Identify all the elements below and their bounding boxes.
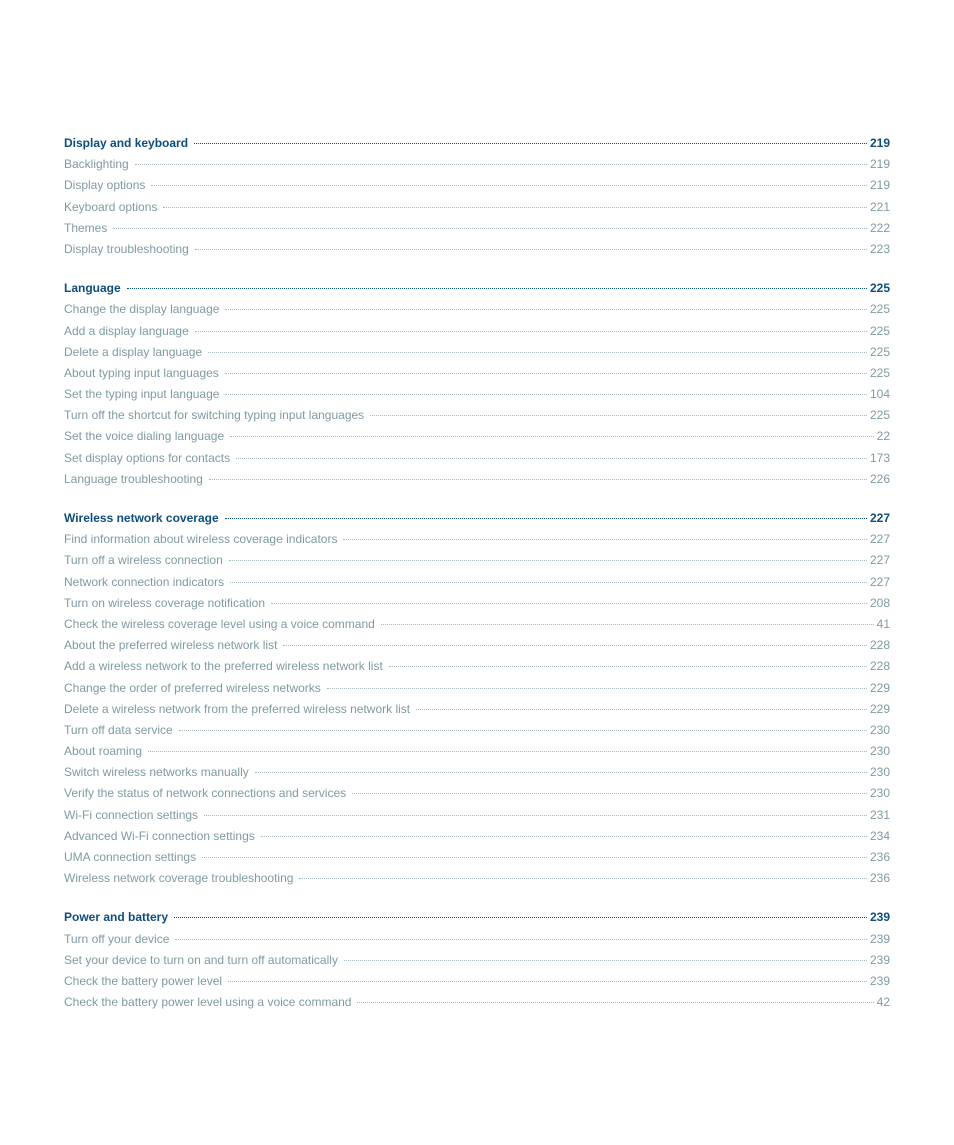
toc-entry-page-number: 223: [869, 241, 890, 256]
toc-entry-page-number: 228: [869, 638, 890, 653]
toc-heading-page-number: 225: [869, 281, 890, 296]
dot-leader: [225, 518, 867, 519]
toc-entry[interactable]: [64, 783, 890, 804]
dot-leader: [255, 772, 867, 773]
dot-leader: [151, 185, 867, 186]
toc-entry[interactable]: [64, 448, 890, 469]
dot-leader: [194, 143, 867, 144]
toc-entry-page-number: 219: [869, 178, 890, 193]
toc-entry-title: Display options: [64, 178, 146, 193]
toc-entry[interactable]: [64, 699, 890, 720]
toc-heading-page-number: 239: [869, 910, 890, 925]
dot-leader: [230, 436, 874, 437]
toc-heading-page-number: 227: [869, 511, 890, 525]
toc-entry-title: Switch wireless networks manually: [64, 765, 249, 780]
toc-entry-title: Check the battery power level using a voice command: [64, 995, 352, 1010]
toc-entry-page-number: 230: [869, 765, 890, 780]
toc-entry-title: Find information about wireless coverage indicators: [64, 532, 338, 547]
dot-leader: [148, 751, 867, 752]
toc-entry[interactable]: [64, 826, 890, 847]
toc-entry-page-number: 229: [869, 680, 890, 695]
toc-entry-title: Change the order of preferred wireless networks: [64, 680, 321, 695]
toc-entry[interactable]: [64, 678, 890, 699]
dot-leader: [204, 815, 867, 816]
toc-entry-title: Keyboard options: [64, 199, 158, 214]
toc-entry-page-number: 225: [869, 323, 890, 338]
toc-entry-page-number: 225: [869, 408, 890, 423]
dot-leader: [195, 331, 867, 332]
toc-entry-page-number: 227: [869, 532, 890, 547]
toc-entry[interactable]: [64, 426, 890, 447]
toc-entry-page-number: 230: [869, 744, 890, 759]
dot-leader: [381, 624, 874, 625]
toc-entry-page-number: 225: [869, 344, 890, 359]
toc-entry[interactable]: [64, 239, 890, 260]
toc-entry[interactable]: [64, 847, 890, 868]
dot-leader: [416, 709, 867, 710]
toc-entry[interactable]: [64, 175, 890, 196]
toc-entry-title: Turn off data service: [64, 722, 173, 737]
toc-entry[interactable]: [64, 469, 890, 490]
toc-entry[interactable]: [64, 321, 890, 342]
dot-leader: [228, 981, 867, 982]
toc-entry[interactable]: [64, 614, 890, 635]
toc-section: [64, 907, 890, 1013]
dot-leader: [343, 539, 867, 540]
toc-entry-page-number: 239: [869, 973, 890, 988]
toc-section-heading[interactable]: [64, 508, 890, 529]
toc-entry[interactable]: [64, 720, 890, 741]
toc-entry-page-number: 42: [876, 995, 890, 1010]
toc-entry-title: Change the display language: [64, 302, 220, 317]
dot-leader: [283, 645, 867, 646]
toc-entry[interactable]: [64, 154, 890, 175]
toc-entry-page-number: 236: [869, 850, 890, 864]
toc-entry[interactable]: [64, 363, 890, 384]
toc-entry[interactable]: [64, 929, 890, 950]
dot-leader: [174, 917, 867, 918]
toc-entry-page-number: 239: [869, 931, 890, 946]
toc-entry-page-number: 22: [876, 429, 890, 444]
toc-entry-page-number: 41: [876, 616, 890, 631]
toc-entry[interactable]: [64, 572, 890, 593]
dot-leader: [370, 415, 867, 416]
toc-entry-page-number: 234: [869, 828, 890, 843]
toc-entry[interactable]: [64, 384, 890, 405]
toc-entry[interactable]: [64, 656, 890, 677]
dot-leader: [236, 458, 867, 459]
toc-entry[interactable]: [64, 992, 890, 1013]
toc-entry[interactable]: [64, 593, 890, 614]
toc-entry-page-number: 228: [869, 659, 890, 674]
toc-entry-page-number: 221: [869, 199, 890, 214]
toc-entry-title: Turn on wireless coverage notification: [64, 595, 265, 610]
toc-entry-title: Delete a wireless network from the preferred wireless network list: [64, 701, 411, 716]
dot-leader: [261, 836, 867, 837]
toc-entry-page-number: 227: [869, 574, 890, 589]
dot-leader: [225, 394, 867, 395]
toc-entry-page-number: 226: [869, 471, 890, 486]
toc-entry-title: Language troubleshooting: [64, 471, 203, 486]
toc-entry[interactable]: [64, 805, 890, 826]
toc-entry-title: Verify the status of network connections and services: [64, 786, 347, 801]
toc-entry-page-number: 173: [869, 450, 890, 465]
toc-entry-title: Check the wireless coverage level using a voice command: [64, 616, 375, 631]
toc-entry[interactable]: [64, 342, 890, 363]
dot-leader: [344, 960, 867, 961]
toc-entry-title: Add a display language: [64, 323, 189, 338]
table-of-contents: [64, 133, 890, 1031]
dot-leader: [113, 228, 867, 229]
toc-heading-title: Language: [64, 281, 121, 296]
toc-entry-title: Network connection indicators: [64, 574, 225, 589]
dot-leader: [357, 1002, 873, 1003]
dot-leader: [389, 666, 867, 667]
toc-entry-title: Add a wireless network to the preferred wireless network list: [64, 659, 383, 674]
toc-entry-title: Delete a display language: [64, 344, 203, 359]
toc-entry-page-number: 219: [869, 157, 890, 172]
dot-leader: [225, 309, 867, 310]
dot-leader: [225, 373, 867, 374]
toc-section: [64, 508, 890, 889]
toc-entry-page-number: 104: [869, 387, 890, 402]
dot-leader: [179, 730, 867, 731]
toc-entry[interactable]: [64, 218, 890, 239]
toc-entry-page-number: 230: [869, 722, 890, 737]
toc-entry-title: Set the voice dialing language: [64, 429, 225, 444]
toc-entry-title: Check the battery power level: [64, 973, 223, 988]
toc-entry-page-number: 239: [869, 952, 890, 967]
toc-entry-title: Set the typing input language: [64, 387, 220, 402]
dot-leader: [195, 249, 867, 250]
toc-section: [64, 278, 890, 490]
dot-leader: [230, 582, 867, 583]
toc-entry-title: Wi-Fi connection settings: [64, 807, 199, 822]
dot-leader: [175, 939, 867, 940]
toc-entry-page-number: 227: [869, 553, 890, 568]
toc-entry[interactable]: [64, 550, 890, 571]
toc-entry[interactable]: [64, 635, 890, 656]
toc-entry-title: Set display options for contacts: [64, 450, 231, 465]
toc-entry[interactable]: [64, 299, 890, 320]
toc-entry-title: About roaming: [64, 744, 143, 759]
toc-entry-page-number: 230: [869, 786, 890, 801]
toc-entry[interactable]: [64, 971, 890, 992]
toc-entry-page-number: 208: [869, 595, 890, 610]
toc-entry-title: Backlighting: [64, 157, 129, 172]
dot-leader: [202, 857, 867, 858]
dot-leader: [299, 878, 867, 879]
toc-entry-title: Set your device to turn on and turn off automatically: [64, 952, 338, 967]
toc-entry[interactable]: [64, 197, 890, 218]
toc-entry-title: UMA connection settings: [64, 850, 197, 864]
toc-entry-page-number: 225: [869, 302, 890, 317]
toc-entry-page-number: 236: [869, 871, 890, 886]
toc-entry-page-number: 229: [869, 701, 890, 716]
dot-leader: [229, 560, 867, 561]
dot-leader: [135, 164, 867, 165]
toc-entry-page-number: 225: [869, 365, 890, 380]
toc-entry-title: Turn off your device: [64, 931, 170, 946]
toc-entry-title: Advanced Wi-Fi connection settings: [64, 828, 255, 843]
toc-entry-title: Wireless network coverage troubleshooting: [64, 871, 294, 886]
dot-leader: [327, 688, 867, 689]
toc-heading-page-number: 219: [869, 136, 890, 150]
toc-entry-title: About the preferred wireless network list: [64, 638, 278, 653]
toc-entry-title: Display troubleshooting: [64, 241, 189, 256]
dot-leader: [127, 288, 867, 289]
toc-section-heading[interactable]: [64, 907, 890, 928]
toc-entry-page-number: 222: [869, 220, 890, 235]
toc-heading-title: Wireless network coverage: [64, 511, 219, 525]
toc-section-heading[interactable]: [64, 278, 890, 299]
toc-heading-title: Power and battery: [64, 910, 169, 925]
dot-leader: [208, 352, 867, 353]
dot-leader: [271, 603, 867, 604]
toc-entry[interactable]: [64, 529, 890, 550]
toc-entry-title: Themes: [64, 220, 108, 235]
toc-entry[interactable]: [64, 950, 890, 971]
toc-entry[interactable]: [64, 405, 890, 426]
dot-leader: [163, 207, 867, 208]
dot-leader: [209, 479, 867, 480]
toc-entry[interactable]: [64, 868, 890, 889]
toc-section: [64, 133, 890, 260]
toc-entry[interactable]: [64, 741, 890, 762]
toc-entry-title: Turn off the shortcut for switching typing input languages: [64, 408, 365, 423]
dot-leader: [352, 793, 867, 794]
toc-heading-title: Display and keyboard: [64, 136, 189, 150]
toc-entry[interactable]: [64, 762, 890, 783]
toc-entry-page-number: 231: [869, 807, 890, 822]
toc-entry-title: Turn off a wireless connection: [64, 553, 223, 568]
toc-entry-title: About typing input languages: [64, 365, 219, 380]
toc-section-heading[interactable]: [64, 133, 890, 154]
